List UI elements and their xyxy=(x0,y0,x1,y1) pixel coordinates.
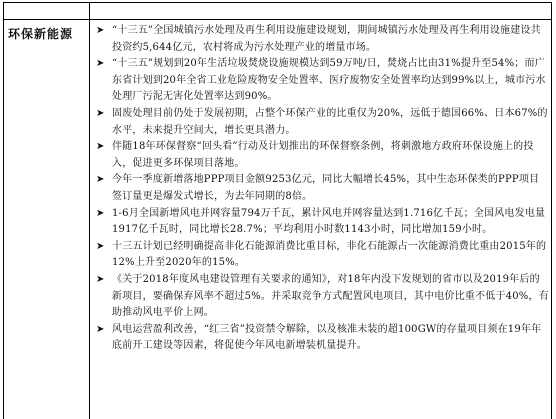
arrow-bullet-icon: ➤ xyxy=(96,323,105,335)
list-item xyxy=(94,172,549,205)
column-divider xyxy=(89,3,90,419)
arrow-bullet-icon: ➤ xyxy=(96,240,105,252)
list-item-text: 伴随18年环保督察“回头看”行动及计划推出的环保督察条例，将刺激地方政府环保设施上的投入，促进更多环保项目落地。 xyxy=(112,141,534,169)
list-item xyxy=(94,206,549,239)
list-item-text: “十三五”全国城镇污水处理及再生利用设施建设规划，期间城镇污水处理及再生利用设施建设共投资约5,644亿元，农村将成为污水处理产业的增量市场。 xyxy=(112,25,541,53)
list-item xyxy=(94,106,549,139)
list-item-text: 固废处理目前仍处于发展初期，占整个环保产业的比重仅为20%，远低于德国66%、日本67%的水平，未来提升空间大，增长更具潜力。 xyxy=(112,107,548,136)
list-item xyxy=(94,239,549,272)
list-item xyxy=(94,23,549,56)
arrow-bullet-icon: ➤ xyxy=(96,58,105,70)
list-item-text: 今年一季度新增落地PPP项目金额9253亿元，同比大幅增长45%，其中生态环保类的PPP项目签订量更是爆发式增长，为去年同期的8倍。 xyxy=(112,174,540,202)
list-item xyxy=(94,139,549,172)
category-label: 环保新能源 xyxy=(8,27,74,41)
list-item-text: “十三五”规划到20年生活垃圾焚烧设施规模达到59万吨/日，焚烧占比由31%提升至54%；而广东省计划到20年全省工业危险废物安全处置率、医疗废物安全处置率均达到99%以上，城市污水处理厂污泥无害化处置率达到90%。 xyxy=(112,58,546,103)
list-item-text: 十三五计划已经明确提高非化石能源消费比重目标，非化石能源占一次能源消费比重由2015年的12%上升至2020年的15%。 xyxy=(112,240,547,269)
arrow-bullet-icon: ➤ xyxy=(96,107,105,119)
list-item-text: 《关于2018年度风电建设管理有关要求的通知》，对18年内没下发规划的省市以及2019年后的新项目，要确保弃风率不超过5%。并采取竞争方式配置风电项目，其中电价比重不低于40%，有助推动风电平价上网。 xyxy=(112,273,549,319)
arrow-bullet-icon: ➤ xyxy=(96,273,105,285)
table-header-row xyxy=(4,3,551,20)
arrow-bullet-icon: ➤ xyxy=(96,207,105,219)
industry-table xyxy=(3,2,552,419)
arrow-bullet-icon: ➤ xyxy=(96,174,105,186)
arrow-bullet-icon: ➤ xyxy=(96,25,105,36)
list-item xyxy=(94,322,549,355)
list-item-text: 风电运营盈利改善，“红三省”投资禁令解除，以及核准未装的超100GW的存量项目须在19年年底前开工建设等因素，将促使今年风电新增装机量提升。 xyxy=(112,323,542,352)
bullet-list xyxy=(94,23,549,355)
list-item xyxy=(94,272,549,322)
list-item xyxy=(94,56,549,106)
list-item-text: 1-6月全国新增风电并网容量794万千瓦，累计风电并网容量达到1.716亿千瓦；全国风电发电量1917亿千瓦时，同比增长28.7%；平均利用小时数1143小时，同比增加159小时。 xyxy=(112,207,546,236)
arrow-bullet-icon: ➤ xyxy=(96,141,105,153)
